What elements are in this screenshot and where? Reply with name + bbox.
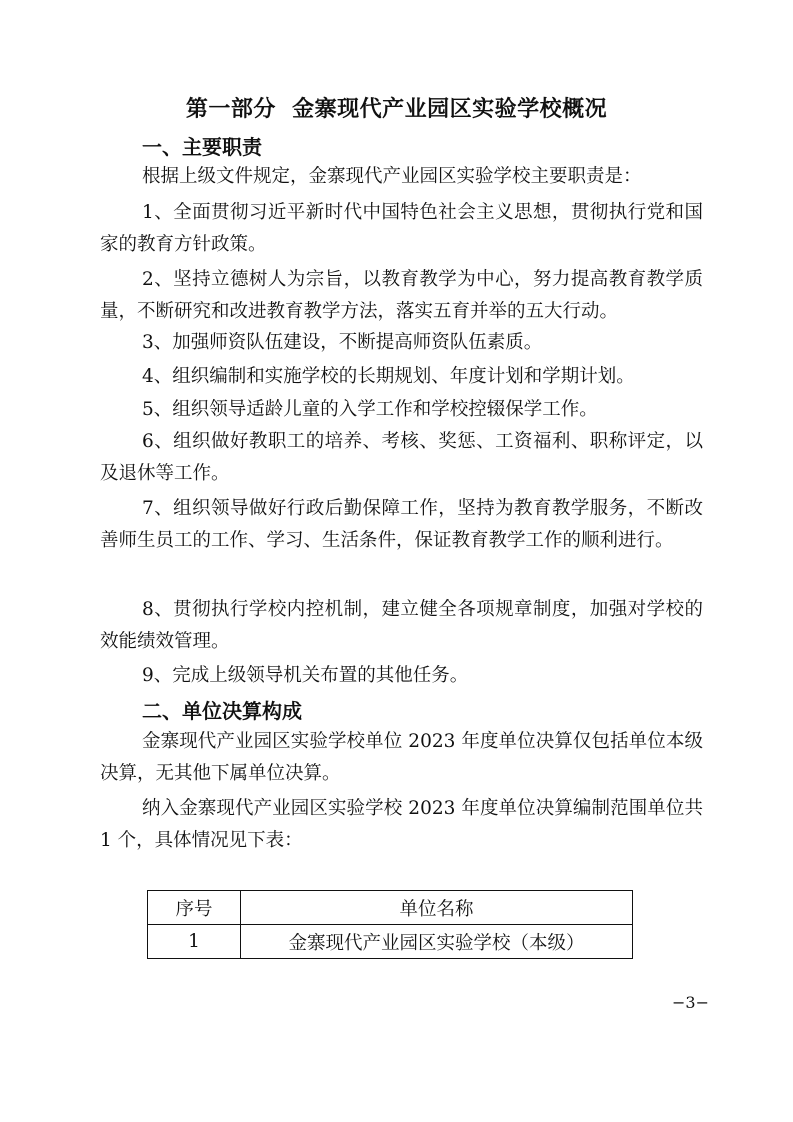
duty-item-8: 8、贯彻执行学校内控机制，建立健全各项规章制度，加强对学校的效能绩效管理。 <box>100 599 703 652</box>
duty-item-4: 4、组织编制和实施学校的长期规划、年度计划和学期计划。 <box>142 366 635 387</box>
table-cell-index: 1 <box>148 925 241 959</box>
table-row <box>148 925 633 959</box>
duty-item-9: 9、完成上级领导机关布置的其他任务。 <box>142 665 469 686</box>
duties-intro: 根据上级文件规定，金寨现代产业园区实验学校主要职责是： <box>142 166 642 187</box>
table-header-row <box>148 891 633 925</box>
units-table <box>147 890 633 959</box>
table-cell-unit-name: 金寨现代产业园区实验学校（本级） <box>241 925 633 959</box>
duty-item-1: 1、全面贯彻习近平新时代中国特色社会主义思想，贯彻执行党和国家的教育方针政策。 <box>100 202 703 255</box>
page-number: −3− <box>672 993 709 1012</box>
duty-item-3: 3、加强师资队伍建设，不断提高师资队伍素质。 <box>142 332 543 353</box>
table-header-index: 序号 <box>148 891 241 925</box>
duty-item-6: 6、组织做好教职工的培养、考核、奖惩、工资福利、职称评定，以及退休等工作。 <box>100 431 703 484</box>
table-header-unit-name: 单位名称 <box>241 891 633 925</box>
duty-item-7: 7、组织领导做好行政后勤保障工作，坚持为教育教学服务，不断改善师生员工的工作、学习、生活条件，保证教育教学工作的顺利进行。 <box>100 498 703 551</box>
section-heading-composition: 二、单位决算构成 <box>142 699 302 723</box>
duty-item-2: 2、坚持立德树人为宗旨，以教育教学为中心，努力提高教育教学质量，不断研究和改进教育教学方法，落实五育并举的五大行动。 <box>100 269 703 322</box>
composition-paragraph-2: 纳入金寨现代产业园区实验学校 2023 年度单位决算编制范围单位共 1 个，具体情况见下表： <box>100 798 703 851</box>
page-title: 第一部分 金寨现代产业园区实验学校概况 <box>185 97 608 122</box>
composition-paragraph-1: 金寨现代产业园区实验学校单位 2023 年度单位决算仅包括单位本级决算，无其他下属单位决算。 <box>100 731 703 784</box>
duty-item-5: 5、组织领导适龄儿童的入学工作和学校控辍保学工作。 <box>142 399 598 420</box>
section-heading-duties: 一、主要职责 <box>142 135 262 159</box>
